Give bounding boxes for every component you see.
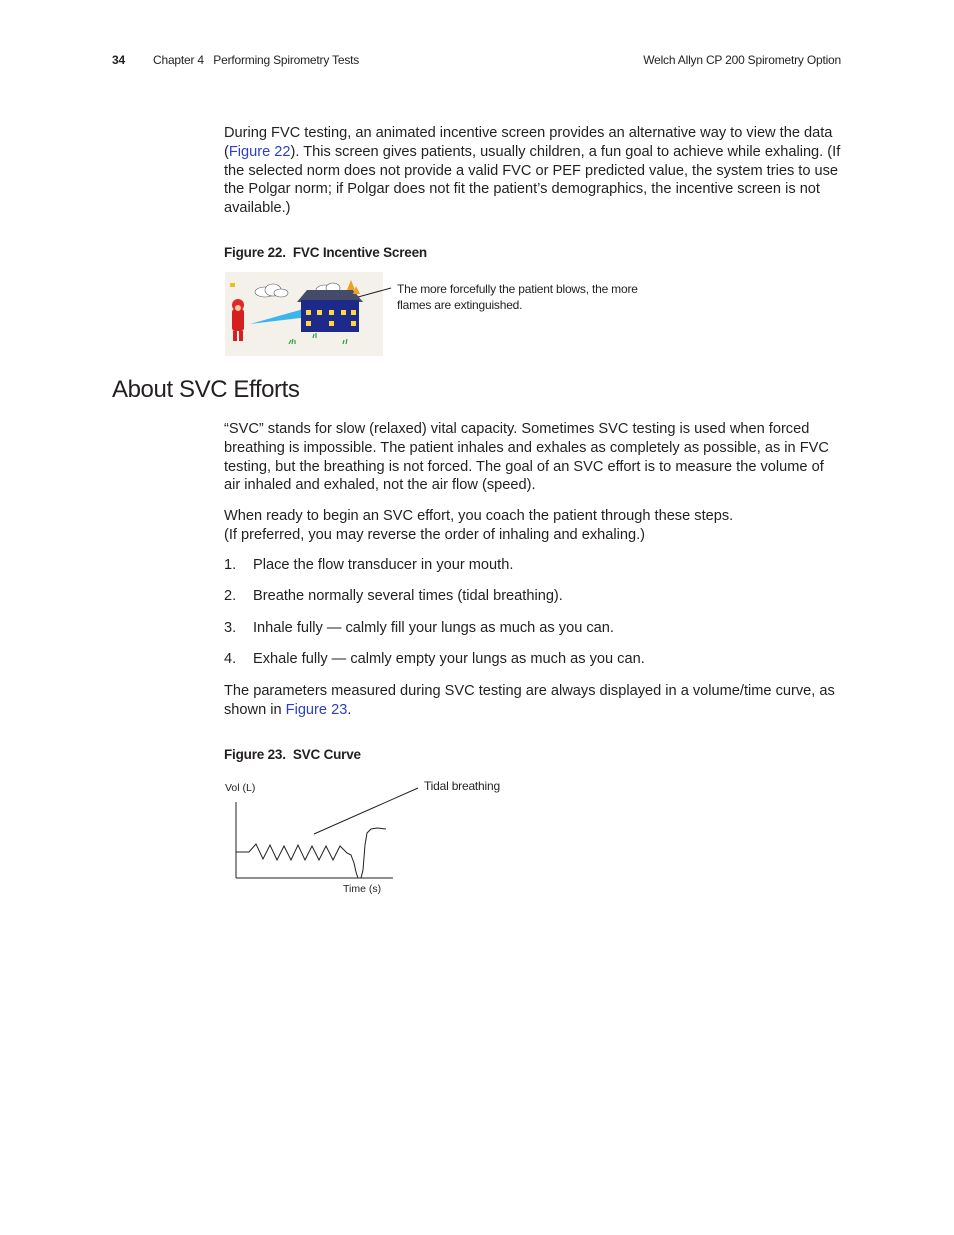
- step-number: 2.: [224, 588, 237, 604]
- list-item: [224, 651, 645, 667]
- step-text: Inhale fully — calmly fill your lungs as much as you can.: [253, 620, 614, 636]
- callout-line-1: The more forcefully the patient blows, the more: [397, 282, 638, 296]
- page-number: 34: [112, 53, 125, 67]
- svc-paragraph-2-line-2: (If preferred, you may reverse the order of inhaling and exhaling.): [224, 526, 646, 543]
- figure-22-caption: Figure 22. FVC Incentive Screen: [224, 245, 427, 260]
- x-axis-label: Time (s): [343, 883, 382, 895]
- callout-line-2: flames are extinguished.: [397, 298, 523, 312]
- book-title: Welch Allyn CP 200 Spirometry Option: [643, 53, 841, 67]
- svc-paragraph-3: [224, 682, 842, 720]
- section-title: About SVC Efforts: [112, 376, 300, 403]
- chapter-title: Chapter 4 Performing Spirometry Tests: [153, 53, 360, 67]
- figure-22-link[interactable]: Figure 22: [228, 143, 291, 160]
- svc-curve-line: [236, 828, 386, 878]
- figure-22-callout: [397, 281, 638, 313]
- step-text: Place the flow transducer in your mouth.: [253, 557, 514, 573]
- y-axis-label: Vol (L): [225, 782, 256, 794]
- svc-paragraph-2-line-1: When ready to begin an SVC effort, you coach the patient through these steps.: [224, 508, 734, 524]
- step-text: Breathe normally several times (tidal breathing).: [253, 588, 563, 604]
- svc-p3-text-1: The parameters measured during SVC testing are always displayed in a volume/time curve, as shown in: [224, 683, 835, 718]
- figure-23-link[interactable]: Figure 23: [285, 701, 348, 718]
- figure-23-caption: Figure 23. SVC Curve: [224, 747, 361, 762]
- step-text: Exhale fully — calmly empty your lungs as much as you can.: [253, 651, 645, 667]
- list-item: [224, 557, 513, 573]
- tidal-breathing-callout: Tidal breathing: [424, 779, 500, 793]
- list-item: [224, 588, 563, 604]
- svc-p3-text-2: .: [347, 701, 352, 718]
- figure-22-callout-line: [358, 285, 392, 299]
- svc-paragraph-1: “SVC” stands for slow (relaxed) vital capacity. Sometimes SVC testing is used when forced breathing is impossible. The patient inhales and exhales as completely as possible, as in FVC testing, but the breathing is not forced. The goal of an SVC effort is to measure the volume of air inhaled and exhaled, not the air flow (speed).: [224, 421, 829, 494]
- svc-curve-chart: [218, 775, 518, 900]
- step-number: 4.: [224, 651, 237, 667]
- step-number: 3.: [224, 620, 237, 636]
- tidal-breathing-pointer: [314, 788, 418, 834]
- intro-text-1: During FVC testing, an animated incentive screen provides an alternative way to view the data (: [224, 125, 833, 160]
- intro-paragraph: [224, 124, 842, 218]
- list-item: [224, 620, 614, 636]
- intro-text-2: ). This screen gives patients, usually children, a fun goal to achieve while exhaling. (If the selected norm does not provide a valid FVC or PEF predicted value, the system tries to use the Polgar norm; if Polgar does not fit the patient’s demographics, the incentive screen is not available.): [224, 143, 841, 217]
- step-number: 1.: [224, 557, 237, 573]
- svc-paragraph-2: [224, 507, 842, 545]
